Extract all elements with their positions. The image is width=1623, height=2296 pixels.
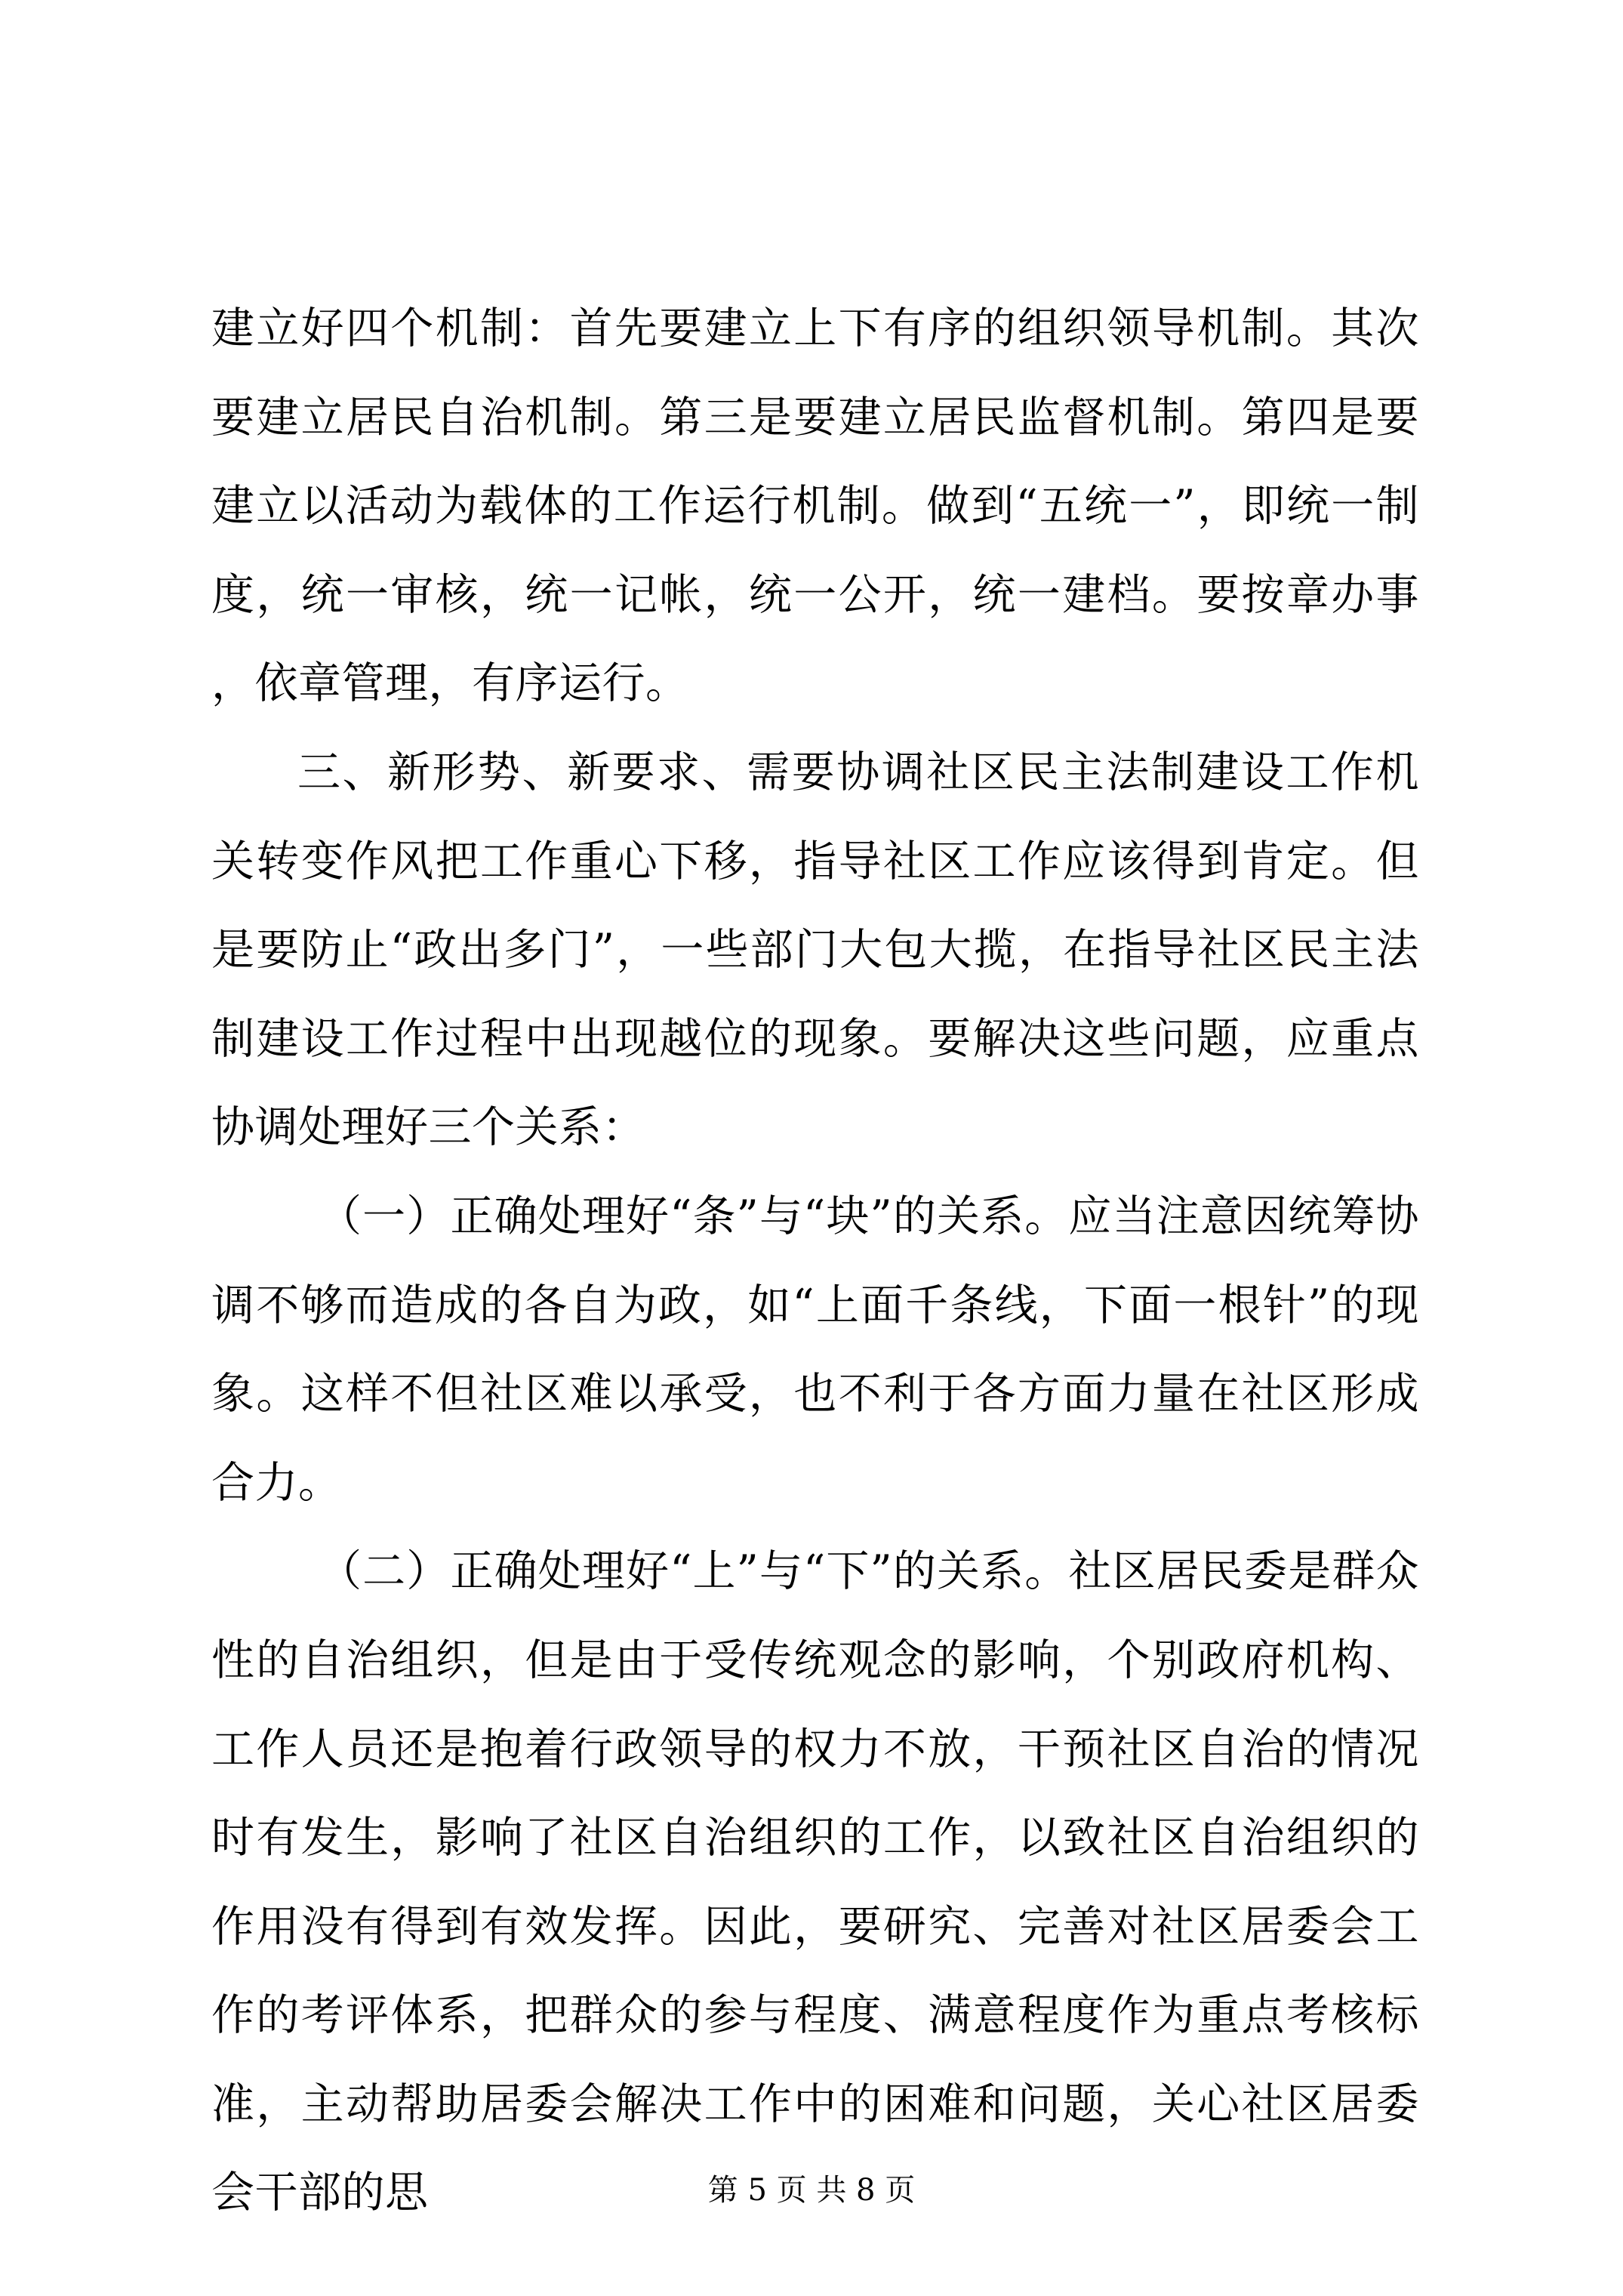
page-footer: 第 5 页 共 8 页 xyxy=(707,2173,916,2208)
document-body xyxy=(211,285,1419,2238)
paragraph-mechanisms: 建立好四个机制：首先要建立上下有序的组织领导机制。其次要建立居民自治机制。第三是要建立居民监督机制。第四是要建立以活动为载体的工作运行机制。做到“五统一”，即统一制度，统一审核，统一记帐，统一公开，统一建档。要按章办事，依章管理，有序运行。 xyxy=(211,304,1419,709)
paragraph-section-three: 三、新形势、新要求、需要协调社区民主法制建设工作机关转变作风把工作重心下移，指导社区工作应该得到肯定。但是要防止“政出多门”，一些部门大包大揽，在指导社区民主法制建设工作过程中出现越位的现象。要解决这些问题，应重点协调处理好三个关系： xyxy=(211,747,1419,1153)
paragraph-item-two: （二）正确处理好“上”与“下”的关系。社区居民委是群众性的自治组织，但是由于受传统观念的影响，个别政府机构、工作人员还是抱着行政领导的权力不放，干预社区自治的情况时有发生，影响了社区自治组织的工作，以致社区自治组织的作用没有得到有效发挥。因此，要研究、完善对社区居委会工作的考评体系，把群众的参与程度、满意程度作为重点考核标准，主动帮助居委会解决工作中的困难和问题，关心社区居委会干部的思 xyxy=(211,1546,1419,2218)
paragraph-item-one: （一）正确处理好“条”与“块”的关系。应当注意因统筹协调不够而造成的各自为政，如“上面千条线，下面一根针”的现象。这样不但社区难以承受，也不利于各方面力量在社区形成合力。 xyxy=(211,1191,1419,1508)
